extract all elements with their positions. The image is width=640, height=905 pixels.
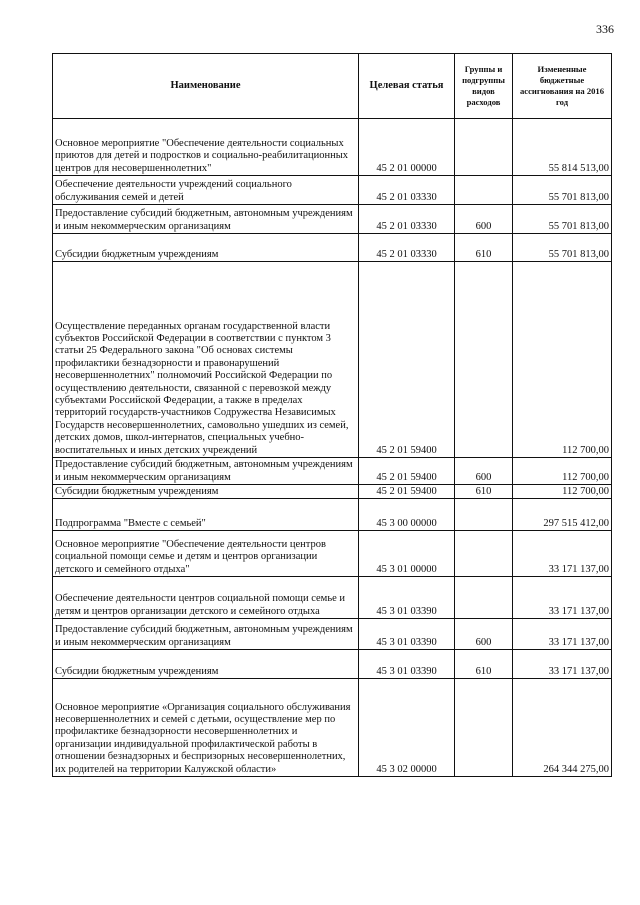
header-groups: Группы и подгруппы видов расходов [455,54,513,119]
row-amount: 55 701 813,00 [513,234,612,262]
row-group [455,679,513,777]
row-name: Основное мероприятие «Организация социального обслуживания несовершеннолетних и семей с детьми, осуществление мер по профилактике безнадзорности несовершеннолетних и организации индивидуальной профилактической работы в отношении безнадзорных и беспризорных несовершеннолетних, их родителей на территории Калужской области» [53,679,359,777]
row-group: 600 [455,619,513,650]
row-amount: 112 700,00 [513,262,612,458]
row-name: Предоставление субсидий бюджетным, автономным учреждениям и иным некоммерческим организациям [53,458,359,485]
row-amount: 112 700,00 [513,458,612,485]
row-code: 45 3 01 00000 [359,531,455,577]
row-amount: 55 814 513,00 [513,119,612,176]
row-group [455,176,513,205]
budget-table [52,53,612,777]
row-amount: 33 171 137,00 [513,650,612,679]
row-group [455,499,513,531]
table-row [53,650,612,679]
table-row [53,531,612,577]
row-group: 600 [455,205,513,234]
table-row [53,499,612,531]
row-amount: 33 171 137,00 [513,577,612,619]
row-amount: 55 701 813,00 [513,176,612,205]
row-name: Предоставление субсидий бюджетным, автономным учреждениям и иным некоммерческим организациям [53,205,359,234]
row-name: Основное мероприятие "Обеспечение деятельности социальных приютов для детей и подростков и социально-реабилитационных центров для несовершеннолетних" [53,119,359,176]
row-code: 45 3 00 00000 [359,499,455,531]
row-name: Подпрограмма "Вместе с семьей" [53,499,359,531]
row-group [455,531,513,577]
page-number: 336 [596,22,614,36]
row-name: Субсидии бюджетным учреждениям [53,650,359,679]
table-row [53,679,612,777]
table-row [53,458,612,485]
row-amount: 33 171 137,00 [513,531,612,577]
header-name: Наименование [53,54,359,119]
row-code: 45 2 01 03330 [359,176,455,205]
table-row [53,577,612,619]
row-amount: 112 700,00 [513,485,612,499]
table-row [53,234,612,262]
row-group: 610 [455,650,513,679]
row-code: 45 2 01 03330 [359,234,455,262]
row-group [455,262,513,458]
row-code: 45 3 01 03390 [359,650,455,679]
row-amount: 55 701 813,00 [513,205,612,234]
row-name: Обеспечение деятельности учреждений социального обслуживания семей и детей [53,176,359,205]
row-amount: 264 344 275,00 [513,679,612,777]
row-amount: 297 515 412,00 [513,499,612,531]
row-name: Осуществление переданных органам государственной власти субъектов Российской Федерации в соответствии с пунктом 3 статьи 25 Федерального закона "Об основах системы профилактики безнадзорности и правонарушений несовершеннолетних" полномочий Российской Федерации по осуществлению деятельности, связанной с перевозкой между субъектами Российской Федерации, а также в пределах территорий государств-участников Содружества Независимых Государств несовершеннолетних, самовольно ушедших из семей, детских домов, школ-интернатов, специальных учебно-воспитательных и иных детских учреждений [53,262,359,458]
table-row [53,262,612,458]
row-group [455,119,513,176]
table-row [53,119,612,176]
row-name: Субсидии бюджетным учреждениям [53,234,359,262]
row-code: 45 3 02 00000 [359,679,455,777]
row-code: 45 3 01 03390 [359,577,455,619]
row-group: 610 [455,234,513,262]
table-row [53,176,612,205]
table-row [53,619,612,650]
header-amount: Измененные бюджетные ассигнования на 2016 год [513,54,612,119]
row-code: 45 2 01 59400 [359,458,455,485]
row-group: 610 [455,485,513,499]
table-row [53,485,612,499]
row-amount: 33 171 137,00 [513,619,612,650]
table-row [53,205,612,234]
row-name: Обеспечение деятельности центров социальной помощи семье и детям и центров организации детского и семейного отдыха [53,577,359,619]
table-header-row [53,54,612,119]
header-target: Целевая статья [359,54,455,119]
row-group [455,577,513,619]
row-code: 45 2 01 03330 [359,205,455,234]
row-code: 45 2 01 59400 [359,262,455,458]
row-code: 45 2 01 59400 [359,485,455,499]
row-name: Субсидии бюджетным учреждениям [53,485,359,499]
row-name: Предоставление субсидий бюджетным, автономным учреждениям и иным некоммерческим организациям [53,619,359,650]
row-code: 45 3 01 03390 [359,619,455,650]
row-code: 45 2 01 00000 [359,119,455,176]
row-group: 600 [455,458,513,485]
row-name: Основное мероприятие "Обеспечение деятельности центров социальной помощи семье и детям и центров организации детского и семейного отдыха" [53,531,359,577]
